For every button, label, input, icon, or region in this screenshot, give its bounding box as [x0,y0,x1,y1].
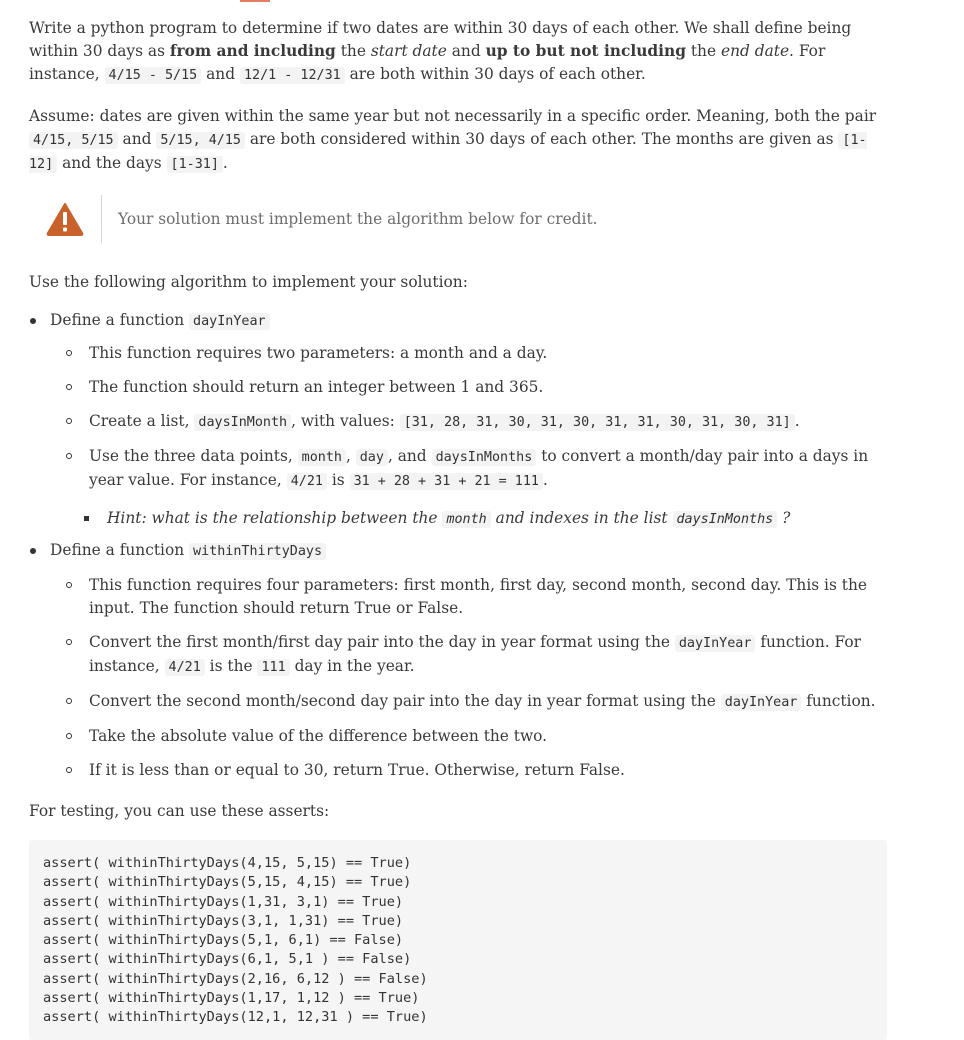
text: . [543,471,548,489]
text: function. [801,692,876,710]
code-line: assert( withinThirtyDays(3,1, 1,31) == True) [43,912,404,929]
inline-code: 4/15, 5/15 [29,132,118,149]
list-item [50,410,889,434]
list-item [50,574,889,620]
algorithm-list [29,309,889,782]
code-line: assert( withinThirtyDays(5,1, 6,1) == False) [43,932,404,949]
code-line: assert( withinThirtyDays(4,15, 5,15) == True) [43,855,412,871]
code-line: assert( withinThirtyDays(1,31, 3,1) == True) [43,893,404,910]
inline-code: dayInYear [189,313,270,330]
list-item [50,690,889,714]
dayinyear-steps [50,342,889,531]
text: the [335,42,371,60]
text: and [201,65,240,83]
text: If it is less than or equal to 30, return True. Otherwise, return False. [89,761,625,779]
text: to convert a month/day pair into a days in year value. For instance, [89,447,869,489]
inline-code: 31 + 28 + 31 + 21 = 111 [350,473,543,490]
text: Take the absolute value of the difference between the two. [89,727,548,745]
bold-text: from and including [169,42,336,60]
text: day in the year. [289,657,415,675]
text: Write a python program to determine if two dates are within 30 days of each other. We shall define being within 30 days as [29,19,852,60]
text: Hint: what is the relationship between the [107,509,443,527]
inline-code: daysInMonths [432,449,537,466]
problem-statement [29,17,889,87]
text: Define a function [50,541,190,559]
inline-code: 111 [257,659,289,676]
text: and indexes in the list [490,509,673,527]
text: is [326,471,350,489]
warning-callout [29,195,889,243]
inline-code: day [356,449,388,466]
list-item [50,725,889,748]
inline-code: month [442,511,490,528]
assignment-content [29,15,889,1040]
inline-code: 4/15 - 5/15 [105,67,202,84]
assert-code-block [29,840,887,1040]
text: is the [204,657,258,675]
inline-code: 4/21 [165,659,205,676]
list-item [50,342,889,365]
inline-code: dayInYear [721,694,802,711]
inline-code: 5/15, 4/15 [156,132,245,149]
code-line: assert( withinThirtyDays(1,17, 1,12 ) == True) [43,990,420,1007]
text: Use the three data points, [89,447,298,465]
code-line: assert( withinThirtyDays(12,1, 12,31 ) == True) [43,1009,428,1026]
list-item [50,759,889,782]
warning-icon [29,202,101,236]
text: , [345,447,356,465]
text: The function should return an integer between 1 and 365. [89,378,544,396]
callout-text: Your solution must implement the algorithm below for credit. [118,209,598,228]
list-item [50,445,889,531]
code-line: assert( withinThirtyDays(2,16, 6,12 ) == False) [43,970,428,987]
text: This function requires four parameters: first month, first day, second month, second day. This is the input. The function should return True or False. [89,576,867,617]
text: This function requires two parameters: a month and a day. [89,344,548,362]
inline-code: 12/1 - 12/31 [240,67,345,84]
inline-code: dayInYear [675,635,756,652]
text: , and [387,447,432,465]
inline-code: [31, 28, 31, 30, 31, 30, 31, 31, 30, 31, 30, 31] [400,414,795,431]
text: ? [777,509,791,527]
text: Assume: dates are given within the same year but not necessarily in a specific order. Meaning, both the pair [29,107,877,125]
inline-code: month [298,449,346,466]
inline-code: [1-12] [29,133,867,172]
code-line: assert( withinThirtyDays(6,1, 5,1 ) == False) [43,951,412,968]
code-line: assert( withinThirtyDays(5,15, 4,15) == True) [43,874,412,891]
algorithm-intro: Use the following algorithm to implement your solution: [29,273,468,291]
text: function. For instance, [89,633,861,675]
text: the [685,42,721,60]
italic-text: start date [370,42,447,60]
list-item [50,376,889,399]
text: Create a list, [89,412,195,430]
text: . [794,412,800,430]
hint-list [89,507,889,531]
inline-code: daysInMonth [194,414,291,431]
italic-text: end date. [720,42,794,60]
text: , with values: [291,412,400,430]
text: and [117,130,157,148]
list-item-dayinyear [29,309,889,531]
text: For instance, [29,42,826,83]
text: are both considered within 30 days of each other. The months are given as [244,130,839,148]
text: are both within 30 days of each other. [344,65,646,83]
text: and the days [57,154,167,172]
within-steps [50,574,889,782]
inline-code: withinThirtyDays [189,543,326,560]
text: Convert the first month/first day pair into the day in year format using the [89,633,675,651]
list-item [50,631,889,679]
top-accent-line [240,0,270,2]
inline-code: 4/21 [287,473,327,490]
inline-code: [1-31] [167,156,223,173]
text: and [446,42,486,60]
testing-label: For testing, you can use these asserts: [29,802,330,820]
list-item-withinthirtydays [29,539,889,782]
assumption-paragraph [29,105,889,176]
hint-item [50,507,889,531]
text: Convert the second month/second day pair into the day in year format using the [89,692,721,710]
callout-divider [101,195,102,243]
inline-code: daysInMonths [673,511,778,528]
text: . [222,154,228,172]
bold-text: up to but not including [485,42,686,60]
text: Define a function [50,311,190,329]
